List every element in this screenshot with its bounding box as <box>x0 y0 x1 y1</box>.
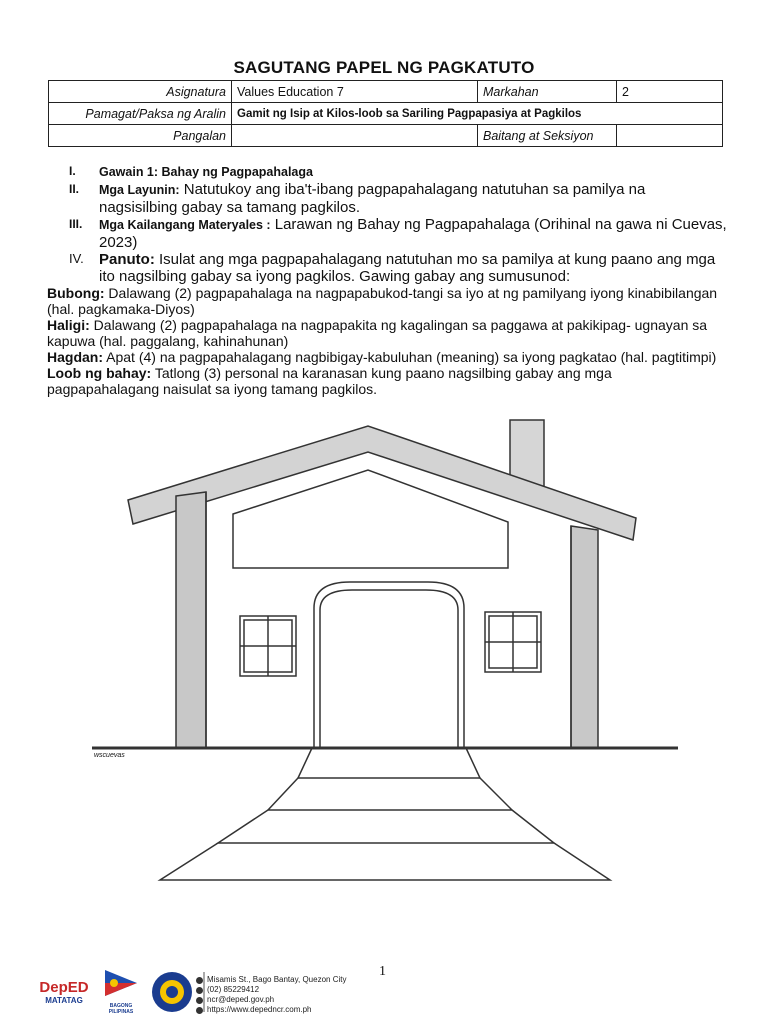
globe-icon <box>196 1007 203 1014</box>
asignatura-label: Asignatura <box>49 81 232 103</box>
watermark: wscuevas <box>94 752 125 759</box>
website-link[interactable]: https://www.depedncr.com.ph <box>207 1005 312 1014</box>
pangalan-label: Pangalan <box>49 125 232 147</box>
instructions <box>47 163 727 397</box>
item-iv <box>47 251 727 285</box>
guide-hagdan <box>47 349 727 365</box>
item-label: Mga Kailangang Materyales : <box>99 218 271 232</box>
guide-label: Hagdan: <box>47 349 103 365</box>
step-4[interactable] <box>160 843 610 880</box>
email-link[interactable]: ncr@deped.gov.ph <box>207 995 275 1004</box>
item-text: Larawan ng Bahay ng Pagpapahalaga (Orihinal na gawa ni Cuevas, 2023) <box>99 216 727 251</box>
email-icon <box>196 997 203 1004</box>
item-label: Gawain 1: Bahay ng Pagpapahalaga <box>99 165 313 179</box>
asignatura-value: Values Education 7 <box>232 81 478 103</box>
left-pillar[interactable] <box>176 492 206 748</box>
guide-text: Tatlong (3) personal na karanasan kung paano nagsilbing gabay ang mga pagpapahalagang naisulat sa iyong tamang pagkilos. <box>47 365 612 397</box>
footer-contact <box>196 975 346 1015</box>
guide-text: Apat (4) na pagpapahalagang nagbibigay-kabuluhan (meaning) sa iyong pagkatao (hal. pagtitimpi) <box>106 349 717 365</box>
item-number: II. <box>69 182 80 196</box>
item-label: Panuto: <box>99 251 155 268</box>
item-iii <box>47 216 727 251</box>
guide-text: Dalawang (2) pagpapahalaga na nagpapakita ng kagalingan sa paggawa at pakikipag- ugnayan sa kapuwa (hal. paggalang, kahinahunan) <box>47 317 708 349</box>
baitang-label: Baitang at Seksiyon <box>478 125 617 147</box>
item-label: Mga Layunin: <box>99 183 180 197</box>
item-number: III. <box>69 217 83 231</box>
pamagat-label: Pamagat/Paksa ng Aralin <box>49 103 232 125</box>
address: Misamis St., Bago Bantay, Quezon City <box>207 975 347 984</box>
phone: (02) 85229412 <box>207 985 260 994</box>
door[interactable] <box>314 582 464 748</box>
page-number: 1 <box>379 964 386 979</box>
item-number: IV. <box>69 251 84 266</box>
guide-haligi <box>47 317 727 349</box>
item-text: Isulat ang mga pagpapahalagang natutuhan mo sa pamilya at kung paano ang mga ito nagsilbing gabay sa iyong pagkilos. Gawing gabay ang sumusunod: <box>99 251 716 285</box>
item-ii <box>47 181 727 216</box>
guide-label: Haligi: <box>47 317 90 333</box>
markahan-label: Markahan <box>478 81 617 103</box>
deped-seal-icon <box>150 970 194 1014</box>
phone-icon <box>196 987 203 994</box>
info-table <box>48 80 723 147</box>
guide-bubong <box>47 285 727 317</box>
house-illustration <box>88 418 678 888</box>
step-1[interactable] <box>298 748 480 778</box>
guide-loob <box>47 365 727 397</box>
guide-label: Bubong: <box>47 285 105 301</box>
flag-icon <box>103 968 139 998</box>
item-i <box>47 163 727 181</box>
guide-label: Loob ng bahay: <box>47 365 152 381</box>
guide-text: Dalawang (2) pagpapahalaga na nagpapabukod-tangi sa iyo at ng pamilyang iyong kinabibilangan (hal. pagkamaka-Diyos) <box>47 285 718 317</box>
pangalan-field[interactable] <box>232 125 478 147</box>
markahan-value: 2 <box>617 81 723 103</box>
right-pillar[interactable] <box>571 526 598 748</box>
footer-logos <box>36 968 208 1015</box>
item-text: Natutukoy ang iba't-ibang pagpapahalagang natutuhan sa pamilya na nagsisilbing gabay sa tamang pagkilos. <box>99 181 646 216</box>
step-2[interactable] <box>268 778 512 810</box>
location-icon <box>196 977 203 984</box>
baitang-field[interactable] <box>617 125 723 147</box>
item-number: I. <box>69 164 76 178</box>
deped-logo: DepED MATATAG <box>39 978 89 1005</box>
bagong-pilipinas-logo: BAGONG PILIPINAS <box>98 968 144 1015</box>
step-3[interactable] <box>218 810 554 843</box>
pamagat-value: Gamit ng Isip at Kilos-loob sa Sariling Pagpapasiya at Pagkilos <box>232 103 723 125</box>
page-title: SAGUTANG PAPEL NG PAGKATUTO <box>233 58 535 77</box>
